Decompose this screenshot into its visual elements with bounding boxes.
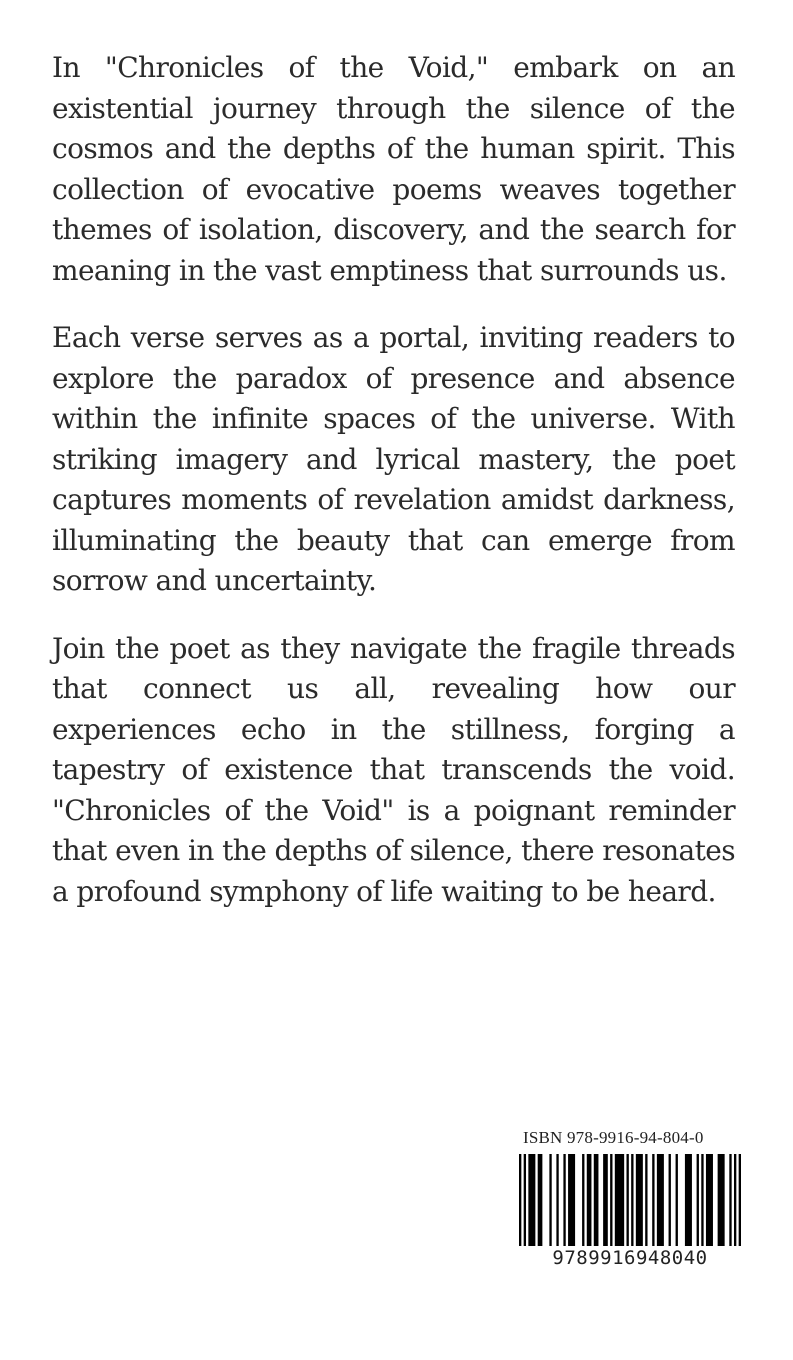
- barcode-bar: [610, 1154, 612, 1246]
- barcode-bar: [676, 1154, 678, 1246]
- barcode-bar: [652, 1154, 654, 1246]
- barcode-bar: [587, 1154, 592, 1246]
- blurb-paragraph-3: Join the poet as they navigate the fragile threads that connect us all, revealing how our experiences echo in the stillness, forging a tapestry of existence that transcends the void. "Chronicles of the Void" is a poignant reminder that even in the depths of silence, there resonates a profound symphony of life waiting to be heard.: [52, 631, 735, 908]
- barcode-bar: [519, 1154, 521, 1246]
- barcode-bar: [734, 1154, 736, 1246]
- blurb-text: [52, 48, 735, 939]
- barcode-bar: [549, 1154, 551, 1246]
- barcode-bar: [582, 1154, 584, 1246]
- barcode-bar: [603, 1154, 608, 1246]
- blurb-paragraph-1: In "Chronicles of the Void," embark on an existential journey through the silence of the cosmos and the depths of the human spirit. This collection of evocative poems weaves together themes of isolation, discovery, and the search for meaning in the vast emptiness that surrounds us.: [52, 51, 735, 287]
- barcode-bar: [563, 1154, 565, 1246]
- barcode-bar: [594, 1154, 599, 1246]
- barcode-bar: [718, 1154, 725, 1246]
- barcode-bar: [685, 1154, 692, 1246]
- barcode-bar: [697, 1154, 699, 1246]
- barcode-bar: [615, 1154, 624, 1246]
- isbn-label: ISBN 978-9916-94-804-0: [523, 1128, 704, 1147]
- barcode-bar: [538, 1154, 543, 1246]
- barcode-bar: [669, 1154, 671, 1246]
- barcode-bar: [568, 1154, 575, 1246]
- barcode-bar: [556, 1154, 558, 1246]
- isbn-barcode-block: [519, 1128, 741, 1278]
- blurb-paragraph-2: Each verse serves as a portal, inviting readers to explore the paradox of presence and absence within the infinite spaces of the universe. With striking imagery and lyrical mastery, the poet captures moments of revelation amidst darkness, illuminating the beauty that can emerge from sorrow and uncertainty.: [52, 321, 735, 597]
- barcode-bar: [739, 1154, 741, 1246]
- barcode-bar: [657, 1154, 664, 1246]
- barcode-icon: [519, 1154, 741, 1246]
- barcode-bar: [631, 1154, 633, 1246]
- barcode-number: 9789916948040: [552, 1247, 708, 1269]
- barcode-bar: [626, 1154, 628, 1246]
- barcode-bar: [645, 1154, 647, 1246]
- barcode-bar: [528, 1154, 535, 1246]
- barcode-bar: [729, 1154, 731, 1246]
- barcode-bar: [524, 1154, 526, 1246]
- barcode-bar: [636, 1154, 643, 1246]
- barcode-bar: [706, 1154, 713, 1246]
- barcode-bar: [701, 1154, 703, 1246]
